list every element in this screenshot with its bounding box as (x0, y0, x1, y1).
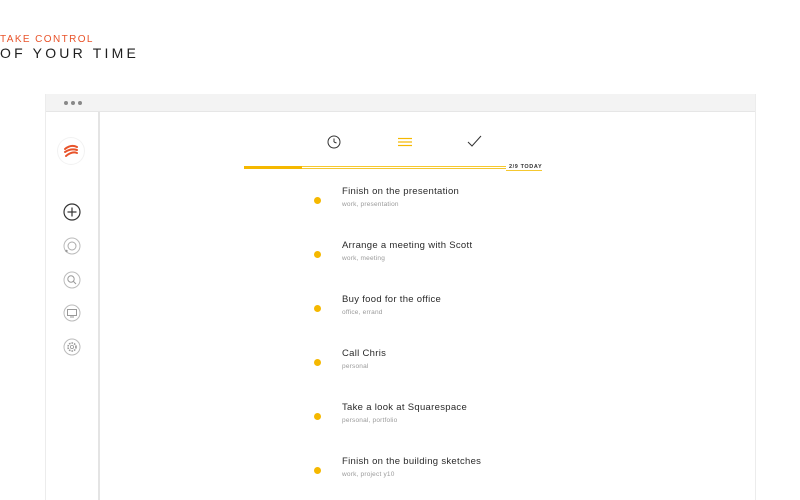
progress-tail (506, 170, 542, 171)
sidebar-item-search[interactable] (60, 268, 84, 292)
window-dot-icon[interactable] (71, 101, 75, 105)
task-tags: personal, portfolio (342, 417, 398, 424)
hero-title: OF YOUR TIME (0, 45, 140, 61)
view-tab-timer[interactable] (324, 132, 344, 152)
task-title: Finish on the building sketches (342, 456, 482, 467)
task-item[interactable] (100, 294, 755, 334)
task-item[interactable] (100, 456, 755, 496)
progress-bar (244, 166, 542, 171)
task-status-dot[interactable] (314, 305, 321, 312)
task-status-dot[interactable] (314, 467, 321, 474)
sidebar-item-add[interactable] (60, 200, 84, 224)
task-status-dot[interactable] (314, 359, 321, 366)
sidebar-item-screen[interactable] (60, 301, 84, 325)
task-tags: office, errand (342, 309, 383, 316)
search-icon (60, 268, 84, 292)
progress-fill (244, 166, 302, 169)
task-item[interactable] (100, 240, 755, 280)
task-item[interactable] (100, 186, 755, 226)
checkmark-icon (464, 132, 484, 152)
menu-icon (395, 132, 415, 152)
task-tags: work, project y10 (342, 471, 395, 478)
task-title: Arrange a meeting with Scott (342, 240, 473, 251)
sidebar-item-settings[interactable] (60, 335, 84, 359)
task-item[interactable] (100, 348, 755, 388)
progress-label: 2/9 TODAY (509, 164, 543, 170)
task-tags: personal (342, 363, 369, 370)
app-window (45, 94, 756, 500)
task-title: Finish on the presentation (342, 186, 460, 197)
task-title: Take a look at Squarespace (342, 402, 468, 413)
sidebar (46, 112, 100, 500)
task-list-view (100, 112, 755, 500)
app-logo[interactable] (58, 138, 84, 164)
plus-circle-icon (60, 200, 84, 224)
task-tags: work, meeting (342, 255, 386, 262)
task-title: Call Chris (342, 348, 387, 359)
sidebar-item-focus[interactable] (60, 234, 84, 258)
task-item[interactable] (100, 402, 755, 442)
task-status-dot[interactable] (314, 197, 321, 204)
target-icon (60, 234, 84, 258)
window-dot-icon[interactable] (78, 101, 82, 105)
task-tags: work, presentation (342, 201, 399, 208)
view-tab-done[interactable] (464, 132, 484, 152)
view-tab-list[interactable] (395, 132, 415, 152)
clock-icon (324, 132, 344, 152)
hero-subtitle: TAKE CONTROL (0, 34, 94, 45)
logo-icon (58, 138, 84, 164)
gear-icon (60, 335, 84, 359)
task-status-dot[interactable] (314, 251, 321, 258)
window-titlebar (46, 94, 755, 112)
window-dot-icon[interactable] (64, 101, 68, 105)
task-title: Buy food for the office (342, 294, 442, 305)
monitor-icon (60, 301, 84, 325)
task-status-dot[interactable] (314, 413, 321, 420)
